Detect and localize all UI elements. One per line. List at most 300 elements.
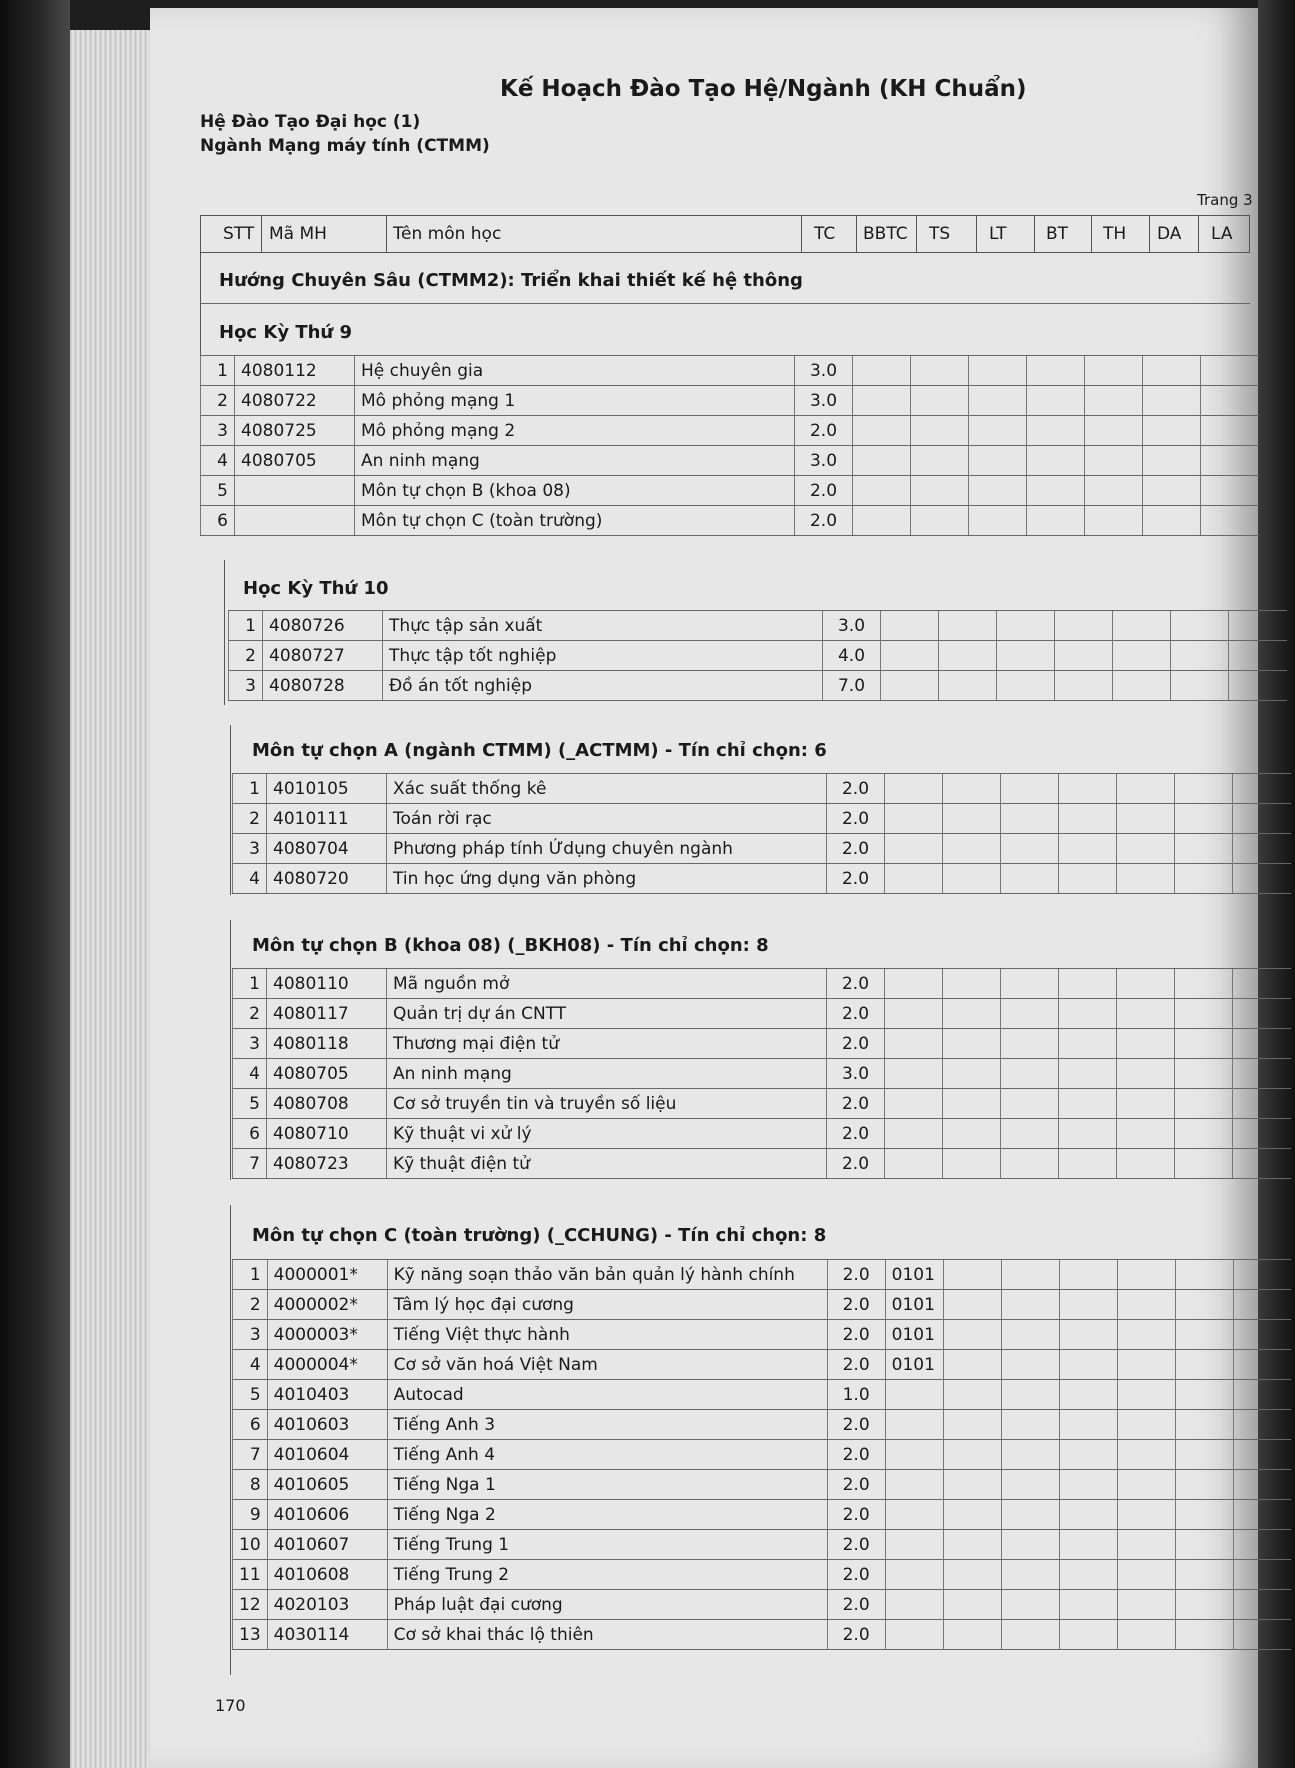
- row-ma-mh: 4080708: [267, 1089, 387, 1119]
- row-th: [1085, 356, 1143, 386]
- row-bt: [1059, 1470, 1117, 1500]
- row-tc: 3.0: [795, 356, 853, 386]
- table-row: [233, 999, 1291, 1029]
- row-la: [1233, 1119, 1291, 1149]
- table-row: [233, 1410, 1292, 1440]
- row-lt: [1001, 1620, 1059, 1650]
- row-tc: 2.0: [827, 864, 885, 894]
- table-row: [233, 1260, 1292, 1290]
- row-la: [1233, 1350, 1291, 1380]
- table-row: [233, 864, 1291, 894]
- row-bt: [1055, 611, 1113, 641]
- row-bbtc: 0101: [885, 1350, 943, 1380]
- col-lt: LT: [989, 224, 1007, 244]
- row-lt: [1001, 1260, 1059, 1290]
- row-ts: [911, 416, 969, 446]
- row-tc: 7.0: [823, 671, 881, 701]
- row-lt: [1001, 1320, 1059, 1350]
- col-stt: STT: [223, 224, 255, 244]
- row-stt: 3: [233, 1320, 268, 1350]
- row-bt: [1027, 446, 1085, 476]
- row-tc: 2.0: [827, 1560, 885, 1590]
- row-lt: [1001, 864, 1059, 894]
- row-la: [1201, 416, 1259, 446]
- row-ten-mon-hoc: Kỹ thuật vi xử lý: [387, 1119, 827, 1149]
- page-stack-edge: [70, 30, 160, 1768]
- row-tc: 2.0: [827, 1620, 885, 1650]
- row-stt: 2: [233, 804, 267, 834]
- row-bt: [1059, 804, 1117, 834]
- table-row: [201, 416, 1259, 446]
- row-ten-mon-hoc: Thương mại điện tử: [387, 1029, 827, 1059]
- table-row: [233, 1500, 1292, 1530]
- table-row: [233, 1149, 1291, 1179]
- row-ts: [943, 1119, 1001, 1149]
- row-tc: 3.0: [795, 386, 853, 416]
- row-ten-mon-hoc: Tiếng Việt thực hành: [387, 1320, 827, 1350]
- row-ma-mh: 4080726: [263, 611, 383, 641]
- section-title-tu-chon-c: Môn tự chọn C (toàn trường) (_CCHUNG) - Tín chỉ chọn: 8: [252, 1225, 827, 1246]
- row-tc: 2.0: [827, 1410, 885, 1440]
- row-ma-mh: 4080117: [267, 999, 387, 1029]
- row-la: [1201, 446, 1259, 476]
- row-bt: [1027, 506, 1085, 536]
- row-th: [1117, 1029, 1175, 1059]
- row-ten-mon-hoc: Tiếng Nga 2: [387, 1500, 827, 1530]
- row-da: [1175, 1470, 1233, 1500]
- row-ten-mon-hoc: Tiếng Nga 1: [387, 1470, 827, 1500]
- row-la: [1233, 969, 1291, 999]
- row-th: [1117, 1410, 1175, 1440]
- row-bbtc: [885, 999, 943, 1029]
- row-lt: [1001, 1149, 1059, 1179]
- row-ten-mon-hoc: Cơ sở văn hoá Việt Nam: [387, 1350, 827, 1380]
- row-ts: [943, 864, 1001, 894]
- row-ts: [943, 1560, 1001, 1590]
- he-dao-tao: Hệ Đào Tạo Đại học (1): [200, 112, 421, 132]
- divider: [200, 303, 1250, 304]
- row-la: [1233, 1560, 1291, 1590]
- row-tc: 2.0: [827, 1500, 885, 1530]
- col-tc: TC: [814, 224, 836, 244]
- row-ma-mh: 4010111: [267, 804, 387, 834]
- row-bbtc: [885, 1440, 943, 1470]
- row-ts: [943, 1350, 1001, 1380]
- row-bbtc: [853, 416, 911, 446]
- huong-title: Hướng Chuyên Sâu (CTMM2): Triển khai thiết kế hệ thông: [219, 270, 803, 291]
- row-stt: 9: [233, 1500, 268, 1530]
- row-ts: [943, 999, 1001, 1029]
- row-bt: [1059, 1119, 1117, 1149]
- row-bbtc: [885, 1410, 943, 1440]
- row-tc: 2.0: [827, 1530, 885, 1560]
- row-ts: [943, 804, 1001, 834]
- row-lt: [969, 416, 1027, 446]
- row-tc: 3.0: [795, 446, 853, 476]
- row-lt: [1001, 774, 1059, 804]
- row-bbtc: [885, 1560, 943, 1590]
- row-lt: [1001, 1470, 1059, 1500]
- row-la: [1233, 1590, 1291, 1620]
- row-da: [1175, 1059, 1233, 1089]
- row-la: [1233, 1260, 1291, 1290]
- row-la: [1233, 999, 1291, 1029]
- row-ts: [943, 1290, 1001, 1320]
- row-stt: 4: [233, 1059, 267, 1089]
- row-th: [1117, 864, 1175, 894]
- row-bt: [1059, 999, 1117, 1029]
- row-ts: [911, 476, 969, 506]
- row-la: [1233, 1290, 1291, 1320]
- row-th: [1117, 1530, 1175, 1560]
- row-tc: 2.0: [795, 416, 853, 446]
- row-th: [1117, 774, 1175, 804]
- row-ten-mon-hoc: Tiếng Anh 4: [387, 1440, 827, 1470]
- row-ts: [943, 1500, 1001, 1530]
- row-bbtc: [885, 1530, 943, 1560]
- row-da: [1175, 1149, 1233, 1179]
- row-stt: 10: [233, 1530, 268, 1560]
- row-la: [1233, 1530, 1291, 1560]
- table-row: [233, 1029, 1291, 1059]
- row-th: [1117, 1350, 1175, 1380]
- row-th: [1117, 969, 1175, 999]
- row-ma-mh: 4010105: [267, 774, 387, 804]
- row-tc: 2.0: [827, 1149, 885, 1179]
- row-bbtc: [885, 864, 943, 894]
- section-border-2: [224, 560, 225, 705]
- row-th: [1117, 1149, 1175, 1179]
- row-ts: [943, 1410, 1001, 1440]
- row-ma-mh: 4080725: [235, 416, 355, 446]
- row-stt: 1: [229, 611, 263, 641]
- row-th: [1117, 1620, 1175, 1650]
- row-lt: [1001, 1059, 1059, 1089]
- col-ts: TS: [929, 224, 951, 244]
- row-lt: [1001, 1029, 1059, 1059]
- row-ts: [939, 611, 997, 641]
- table-row: [201, 506, 1259, 536]
- row-lt: [1001, 1119, 1059, 1149]
- row-stt: 4: [201, 446, 235, 476]
- row-ten-mon-hoc: Tâm lý học đại cương: [387, 1290, 827, 1320]
- row-bt: [1059, 864, 1117, 894]
- col-bbtc: BBTC: [863, 224, 908, 244]
- row-ts: [943, 1440, 1001, 1470]
- row-lt: [969, 386, 1027, 416]
- row-ma-mh: 4010607: [267, 1530, 387, 1560]
- row-bt: [1059, 1260, 1117, 1290]
- row-la: [1233, 1470, 1291, 1500]
- row-stt: 4: [233, 864, 267, 894]
- row-th: [1117, 1560, 1175, 1590]
- row-bbtc: [881, 671, 939, 701]
- row-bbtc: [885, 1590, 943, 1620]
- row-bbtc: [885, 1059, 943, 1089]
- row-stt: 5: [201, 476, 235, 506]
- row-lt: [1001, 1440, 1059, 1470]
- row-ma-mh: 4000001*: [267, 1260, 387, 1290]
- row-stt: 3: [229, 671, 263, 701]
- table-hk9: [200, 355, 1259, 536]
- row-bbtc: 0101: [885, 1260, 943, 1290]
- row-th: [1085, 476, 1143, 506]
- row-da: [1175, 1260, 1233, 1290]
- row-lt: [1001, 1290, 1059, 1320]
- row-da: [1175, 1290, 1233, 1320]
- row-la: [1201, 476, 1259, 506]
- row-bt: [1059, 1380, 1117, 1410]
- table-row: [233, 1620, 1292, 1650]
- table-row: [233, 969, 1291, 999]
- row-bbtc: [853, 446, 911, 476]
- row-ten-mon-hoc: Pháp luật đại cương: [387, 1590, 827, 1620]
- table-row: [233, 1560, 1292, 1590]
- row-da: [1143, 356, 1201, 386]
- row-bbtc: [881, 611, 939, 641]
- row-ten-mon-hoc: Kỹ năng soạn thảo văn bản quản lý hành chính: [387, 1260, 827, 1290]
- row-ten-mon-hoc: Mã nguồn mở: [387, 969, 827, 999]
- row-ma-mh: 4080112: [235, 356, 355, 386]
- row-stt: 2: [201, 386, 235, 416]
- row-ma-mh: 4010403: [267, 1380, 387, 1410]
- row-da: [1143, 446, 1201, 476]
- section-border-4: [230, 920, 231, 1180]
- row-tc: 2.0: [827, 1440, 885, 1470]
- row-da: [1171, 611, 1229, 641]
- row-bbtc: [885, 1500, 943, 1530]
- table-row: [201, 446, 1259, 476]
- row-th: [1117, 1260, 1175, 1290]
- row-bbtc: [853, 386, 911, 416]
- row-stt: 2: [229, 641, 263, 671]
- row-th: [1117, 1320, 1175, 1350]
- row-ma-mh: 4080710: [267, 1119, 387, 1149]
- row-tc: 2.0: [827, 1290, 885, 1320]
- book-spine: [0, 0, 70, 1768]
- row-lt: [1001, 1350, 1059, 1380]
- row-ts: [943, 969, 1001, 999]
- row-th: [1113, 671, 1171, 701]
- row-ten-mon-hoc: Thực tập tốt nghiệp: [383, 641, 823, 671]
- row-ts: [911, 386, 969, 416]
- section-title-tu-chon-a: Môn tự chọn A (ngành CTMM) (_ACTMM) - Tín chỉ chọn: 6: [252, 740, 827, 761]
- row-da: [1175, 804, 1233, 834]
- table-row: [229, 671, 1287, 701]
- row-lt: [1001, 1089, 1059, 1119]
- row-th: [1117, 1470, 1175, 1500]
- table-row: [233, 1380, 1292, 1410]
- row-bt: [1059, 1029, 1117, 1059]
- row-stt: 2: [233, 999, 267, 1029]
- row-bbtc: [885, 774, 943, 804]
- row-la: [1233, 804, 1291, 834]
- row-la: [1233, 864, 1291, 894]
- row-tc: 2.0: [827, 1089, 885, 1119]
- row-bt: [1027, 356, 1085, 386]
- row-th: [1117, 834, 1175, 864]
- row-ts: [911, 356, 969, 386]
- row-ten-mon-hoc: Mô phỏng mạng 2: [355, 416, 795, 446]
- row-tc: 2.0: [827, 1470, 885, 1500]
- row-da: [1175, 1590, 1233, 1620]
- row-ten-mon-hoc: Quản trị dự án CNTT: [387, 999, 827, 1029]
- col-ma-mh: Mã MH: [269, 224, 327, 244]
- row-ten-mon-hoc: Tin học ứng dụng văn phòng: [387, 864, 827, 894]
- row-ma-mh: 4020103: [267, 1590, 387, 1620]
- row-th: [1117, 1290, 1175, 1320]
- row-stt: 13: [233, 1620, 268, 1650]
- row-bbtc: [853, 356, 911, 386]
- row-da: [1175, 1380, 1233, 1410]
- row-tc: 4.0: [823, 641, 881, 671]
- row-da: [1175, 1350, 1233, 1380]
- row-ten-mon-hoc: Kỹ thuật điện tử: [387, 1149, 827, 1179]
- row-bt: [1059, 1089, 1117, 1119]
- row-th: [1117, 1500, 1175, 1530]
- row-la: [1233, 1149, 1291, 1179]
- row-ten-mon-hoc: Đồ án tốt nghiệp: [383, 671, 823, 701]
- row-stt: 11: [233, 1560, 268, 1590]
- table-row: [201, 356, 1259, 386]
- row-la: [1233, 1440, 1291, 1470]
- row-stt: 12: [233, 1590, 268, 1620]
- row-bt: [1027, 476, 1085, 506]
- row-la: [1233, 1089, 1291, 1119]
- row-tc: 2.0: [827, 834, 885, 864]
- row-bt: [1059, 1350, 1117, 1380]
- row-ma-mh: 4010604: [267, 1440, 387, 1470]
- table-row: [233, 774, 1291, 804]
- document-title: Kế Hoạch Đào Tạo Hệ/Ngành (KH Chuẩn): [500, 76, 1027, 102]
- row-da: [1175, 1029, 1233, 1059]
- row-la: [1233, 1029, 1291, 1059]
- col-bt: BT: [1046, 224, 1069, 244]
- row-th: [1113, 641, 1171, 671]
- row-ten-mon-hoc: Toán rời rạc: [387, 804, 827, 834]
- row-la: [1233, 834, 1291, 864]
- row-bbtc: 0101: [885, 1290, 943, 1320]
- row-ten-mon-hoc: Tiếng Trung 1: [387, 1530, 827, 1560]
- table-row: [233, 1059, 1291, 1089]
- row-stt: 6: [233, 1119, 267, 1149]
- table-tu-chon-a: [232, 773, 1291, 894]
- page-number: 170: [215, 1696, 246, 1715]
- row-ma-mh: 4010606: [267, 1500, 387, 1530]
- row-lt: [969, 476, 1027, 506]
- row-la: [1233, 1410, 1291, 1440]
- row-bt: [1059, 1530, 1117, 1560]
- row-ma-mh: 4080720: [267, 864, 387, 894]
- row-bbtc: 0101: [885, 1320, 943, 1350]
- row-th: [1117, 1380, 1175, 1410]
- row-tc: 3.0: [823, 611, 881, 641]
- row-ma-mh: 4000002*: [267, 1290, 387, 1320]
- row-stt: 7: [233, 1149, 267, 1179]
- row-stt: 3: [201, 416, 235, 446]
- row-stt: 7: [233, 1440, 268, 1470]
- row-lt: [969, 446, 1027, 476]
- table-row: [233, 1290, 1292, 1320]
- row-th: [1117, 1440, 1175, 1470]
- row-lt: [997, 611, 1055, 641]
- row-bbtc: [885, 1089, 943, 1119]
- row-la: [1201, 386, 1259, 416]
- row-tc: 2.0: [827, 1590, 885, 1620]
- row-la: [1233, 1380, 1291, 1410]
- row-stt: 1: [233, 1260, 268, 1290]
- row-ten-mon-hoc: Phương pháp tính Ứdụng chuyên ngành: [387, 834, 827, 864]
- row-lt: [1001, 1380, 1059, 1410]
- row-ts: [943, 834, 1001, 864]
- row-bbtc: [885, 834, 943, 864]
- col-th: TH: [1103, 224, 1127, 244]
- row-bt: [1055, 671, 1113, 701]
- row-ten-mon-hoc: Tiếng Anh 3: [387, 1410, 827, 1440]
- row-bt: [1059, 1500, 1117, 1530]
- row-ts: [943, 1059, 1001, 1089]
- row-ten-mon-hoc: Thực tập sản xuất: [383, 611, 823, 641]
- table-hk10: [228, 610, 1287, 701]
- row-ten-mon-hoc: An ninh mạng: [387, 1059, 827, 1089]
- row-ma-mh: 4080728: [263, 671, 383, 701]
- row-th: [1085, 386, 1143, 416]
- row-bt: [1059, 1059, 1117, 1089]
- row-bt: [1059, 1290, 1117, 1320]
- row-bbtc: [885, 1470, 943, 1500]
- row-ma-mh: 4080722: [235, 386, 355, 416]
- row-tc: 1.0: [827, 1380, 885, 1410]
- row-th: [1117, 804, 1175, 834]
- row-bbtc: [853, 476, 911, 506]
- row-la: [1201, 506, 1259, 536]
- row-da: [1175, 1440, 1233, 1470]
- row-la: [1233, 1059, 1291, 1089]
- row-th: [1117, 1089, 1175, 1119]
- row-bt: [1059, 1560, 1117, 1590]
- row-stt: 2: [233, 1290, 268, 1320]
- table-row: [233, 1119, 1291, 1149]
- row-th: [1085, 416, 1143, 446]
- row-tc: 2.0: [827, 804, 885, 834]
- row-ts: [943, 1620, 1001, 1650]
- row-da: [1171, 641, 1229, 671]
- row-tc: 2.0: [795, 476, 853, 506]
- row-th: [1113, 611, 1171, 641]
- table-row: [233, 834, 1291, 864]
- row-tc: 2.0: [827, 1350, 885, 1380]
- row-da: [1175, 969, 1233, 999]
- row-da: [1175, 864, 1233, 894]
- col-da: DA: [1157, 224, 1182, 244]
- row-la: [1233, 1500, 1291, 1530]
- row-th: [1117, 1059, 1175, 1089]
- row-da: [1175, 1320, 1233, 1350]
- row-ts: [943, 1029, 1001, 1059]
- row-ten-mon-hoc: Cơ sở khai thác lộ thiên: [387, 1620, 827, 1650]
- row-stt: 1: [233, 774, 267, 804]
- row-ma-mh: 4080118: [267, 1029, 387, 1059]
- row-ts: [943, 1149, 1001, 1179]
- row-ten-mon-hoc: Autocad: [387, 1380, 827, 1410]
- row-stt: 6: [201, 506, 235, 536]
- table-header: [200, 215, 1250, 253]
- row-lt: [969, 356, 1027, 386]
- row-ma-mh: 4080705: [235, 446, 355, 476]
- row-da: [1143, 476, 1201, 506]
- row-bbtc: [885, 1149, 943, 1179]
- table-tu-chon-c: [232, 1259, 1291, 1650]
